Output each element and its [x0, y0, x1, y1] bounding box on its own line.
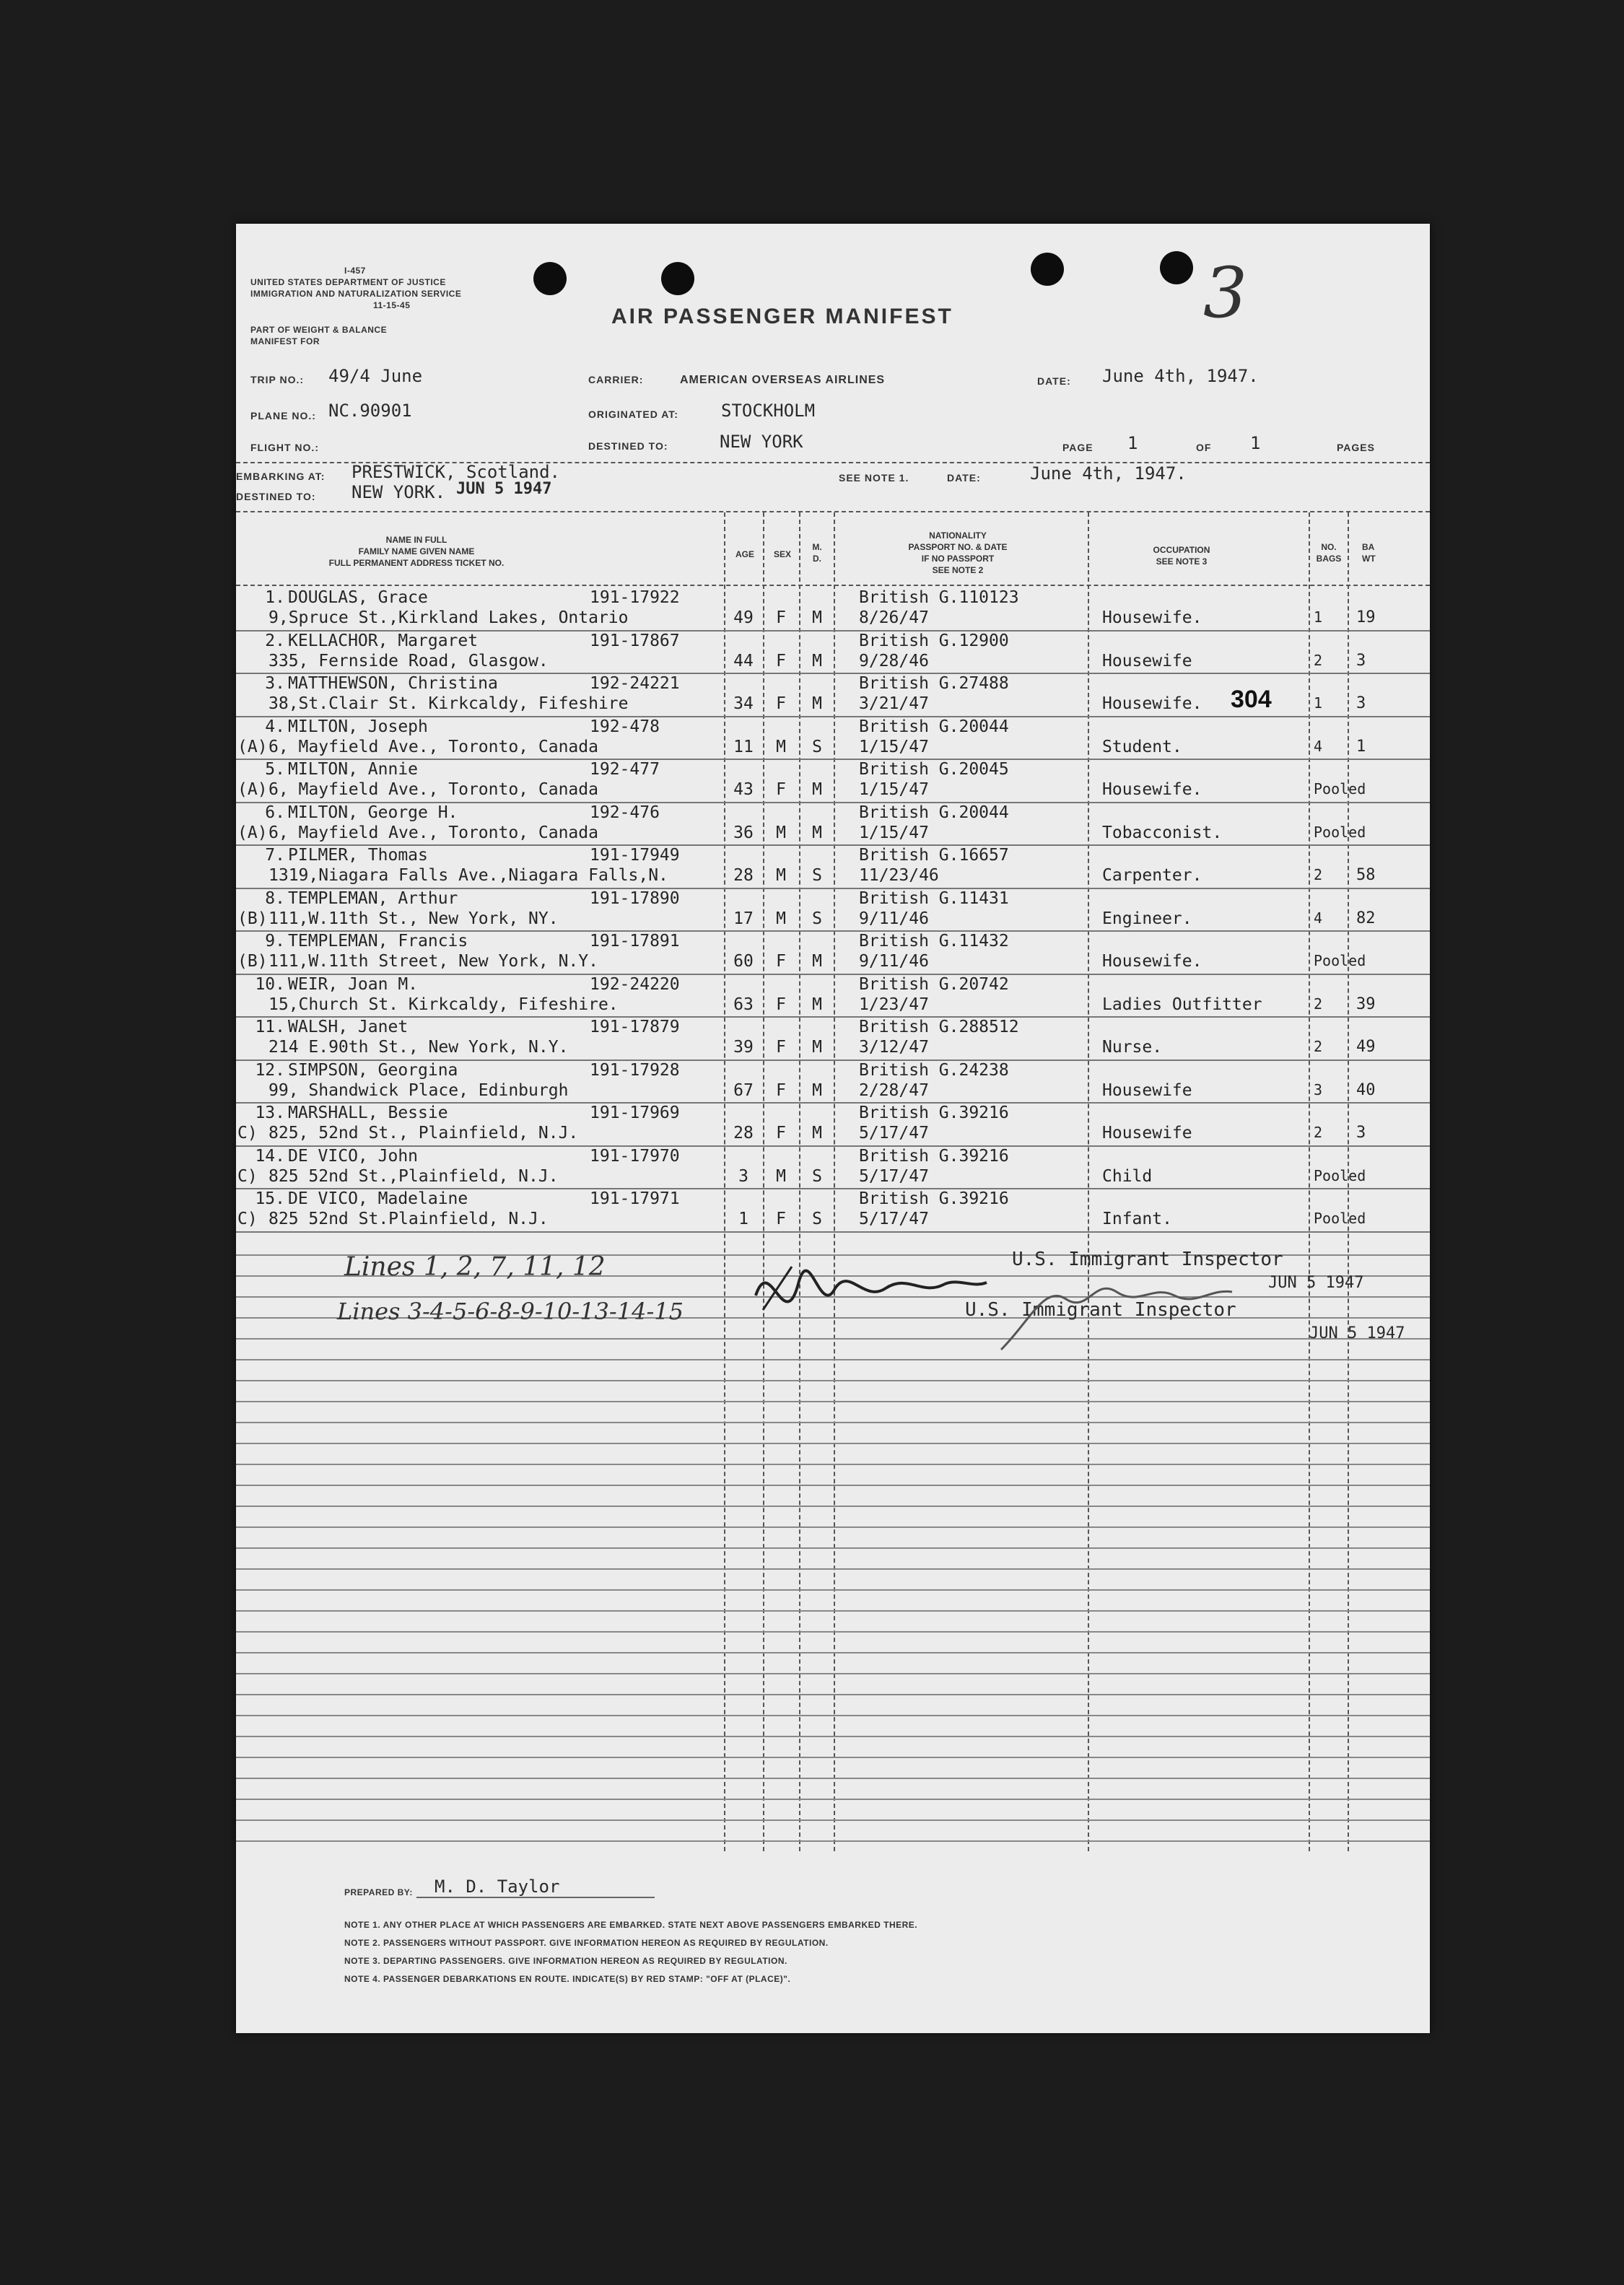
passenger-address: 9,Spruce St.,Kirkland Lakes, Ontario	[269, 608, 629, 627]
blank-row-line	[236, 1506, 1430, 1507]
passenger-sex: M	[776, 909, 786, 928]
col-bags-header: NO. BAGS	[1316, 542, 1342, 564]
passenger-name: PILMER, Thomas	[288, 846, 428, 865]
passport-date: 11/23/46	[859, 866, 939, 885]
inspector1-label: U.S. Immigrant Inspector	[1012, 1249, 1283, 1270]
passenger-address: 6, Mayfield Ave., Toronto, Canada	[269, 737, 598, 756]
punch-hole	[661, 262, 694, 295]
passport-number: British G.11432	[859, 932, 1009, 951]
row-prefix: (A)	[237, 780, 268, 799]
passport-number: British G.110123	[859, 588, 1019, 607]
punch-hole	[1031, 253, 1064, 286]
passenger-age: 34	[733, 694, 754, 713]
passport-date: 1/15/47	[859, 780, 929, 799]
weight-note: MANIFEST FOR	[250, 336, 320, 346]
occupation: Infant.	[1102, 1210, 1172, 1228]
ticket-number: 191-17969	[590, 1104, 680, 1122]
passenger-address: 825, 52nd St., Plainfield, N.J.	[269, 1124, 579, 1142]
passenger-sex: F	[776, 780, 786, 799]
occupation: Housewife	[1102, 1080, 1192, 1100]
passport-date: 9/28/46	[859, 651, 929, 670]
passport-date: 8/26/47	[859, 608, 929, 627]
blank-row-line	[236, 1443, 1430, 1444]
inspector1-date: JUN 5 1947	[1268, 1274, 1364, 1292]
bag-count: 1	[1314, 608, 1323, 626]
row-number: 15.	[255, 1189, 285, 1208]
occupation: Nurse.	[1102, 1038, 1163, 1057]
ticket-number: 191-17970	[590, 1146, 680, 1166]
occupation: Housewife	[1102, 651, 1192, 670]
marital-status: M	[812, 608, 822, 627]
note-1: NOTE 1. ANY OTHER PLACE AT WHICH PASSENGERS ARE EMBARKED. STATE NEXT ABOVE PASSENGERS EMBARKED THERE.	[344, 1920, 918, 1930]
pages-label: PAGES	[1337, 442, 1375, 453]
passenger-name: MILTON, Joseph	[288, 717, 428, 736]
passport-date: 1/15/47	[859, 823, 929, 842]
passenger-address: 825 52nd St.,Plainfield, N.J.	[269, 1166, 559, 1186]
marital-status: M	[812, 823, 822, 842]
form-dept: UNITED STATES DEPARTMENT OF JUSTICE	[250, 277, 446, 287]
passenger-age: 28	[733, 866, 754, 885]
passport-number: British G.39216	[859, 1104, 1009, 1122]
passport-number: British G.24238	[859, 1060, 1009, 1080]
inspector-signature-2	[987, 1256, 1290, 1364]
ticket-number: 191-17867	[590, 631, 680, 650]
bag-count: 4	[1314, 737, 1323, 755]
row-number: 6.	[265, 803, 285, 822]
embarking-label: EMBARKING AT:	[236, 471, 326, 482]
destined-to-value: NEW YORK.	[352, 482, 446, 502]
bag-weight: 58	[1356, 866, 1376, 884]
bag-weight: 3	[1356, 1124, 1366, 1142]
passenger-name: TEMPLEMAN, Francis	[288, 932, 468, 951]
ticket-number: 191-17890	[590, 888, 680, 908]
bag-weight: 82	[1356, 909, 1376, 927]
row-number: 3.	[265, 674, 285, 693]
passport-date: 3/21/47	[859, 694, 929, 713]
blank-row-line	[236, 1526, 1430, 1528]
row-number: 2.	[265, 631, 285, 650]
blank-row-line	[236, 1778, 1430, 1779]
bag-count: 2	[1314, 1124, 1323, 1141]
inspector2-label: U.S. Immigrant Inspector	[965, 1299, 1236, 1321]
trip-label: TRIP NO.:	[250, 374, 305, 385]
passenger-age: 39	[733, 1038, 754, 1057]
row-prefix: (A)	[237, 823, 268, 842]
occupation: Child	[1102, 1166, 1153, 1186]
bag-count: 2	[1314, 995, 1323, 1013]
blank-row-line	[236, 1380, 1430, 1381]
marital-status: M	[812, 1038, 822, 1057]
row-number: 1.	[265, 588, 285, 607]
passenger-sex: F	[776, 1038, 786, 1057]
occupation: Housewife	[1102, 1124, 1192, 1142]
marital-status: S	[812, 866, 822, 885]
form-service: IMMIGRATION AND NATURALIZATION SERVICE	[250, 289, 462, 299]
blank-row-line	[236, 1631, 1430, 1633]
blank-row-line	[236, 1464, 1430, 1465]
plane-value: NC.90901	[328, 401, 412, 421]
blank-row-line	[236, 1568, 1430, 1570]
carrier-label: CARRIER:	[588, 374, 644, 385]
passenger-name: TEMPLEMAN, Arthur	[288, 888, 458, 908]
bag-count: 4	[1314, 909, 1323, 927]
row-number: 8.	[265, 888, 285, 908]
blank-row-line	[236, 1652, 1430, 1653]
passenger-age: 67	[733, 1080, 754, 1100]
occupation: Engineer.	[1102, 909, 1192, 928]
blank-row-line	[236, 1757, 1430, 1758]
passenger-name: MILTON, George H.	[288, 803, 458, 822]
passenger-address: 6, Mayfield Ave., Toronto, Canada	[269, 780, 598, 799]
ticket-number: 192-477	[590, 760, 660, 779]
blank-row-line	[236, 1736, 1430, 1737]
bag-count: Pooled	[1314, 952, 1366, 969]
bag-count: Pooled	[1314, 780, 1366, 798]
row-number: 10.	[255, 974, 285, 994]
passenger-name: DOUGLAS, Grace	[288, 588, 428, 607]
prepared-label: PREPARED BY:	[344, 1887, 413, 1897]
ticket-number: 191-17949	[590, 846, 680, 865]
blank-row-line	[236, 1589, 1430, 1591]
marital-status: S	[812, 1210, 822, 1228]
marital-status: S	[812, 909, 822, 928]
bag-weight: 19	[1356, 608, 1376, 626]
plane-label: PLANE NO.:	[250, 410, 316, 421]
passenger-sex: F	[776, 952, 786, 971]
marital-status: M	[812, 1080, 822, 1100]
col-sex-header: SEX	[773, 549, 791, 559]
passenger-age: 63	[733, 995, 754, 1014]
bag-count: Pooled	[1314, 1166, 1366, 1184]
occupation: Tobacconist.	[1102, 823, 1223, 842]
ticket-number: 191-17971	[590, 1189, 680, 1208]
marital-status: S	[812, 737, 822, 756]
of-label: OF	[1196, 442, 1212, 453]
form-date: 11-15-45	[373, 300, 411, 310]
ticket-number: 192-478	[590, 717, 660, 736]
passport-number: British G.12900	[859, 631, 1009, 650]
col-md-header: M. D.	[812, 542, 822, 564]
embarking-value: PRESTWICK, Scotland.	[352, 462, 560, 482]
row-number: 4.	[265, 717, 285, 736]
row-number: 9.	[265, 932, 285, 951]
passport-number: British G.20045	[859, 760, 1009, 779]
passenger-sex: F	[776, 1080, 786, 1100]
originated-value: STOCKHOLM	[721, 401, 816, 421]
passenger-age: 60	[733, 952, 754, 971]
passenger-name: WALSH, Janet	[288, 1018, 409, 1036]
bag-weight: 3	[1356, 651, 1366, 670]
passenger-age: 43	[733, 780, 754, 799]
passport-number: British G.20044	[859, 803, 1009, 822]
marital-status: M	[812, 952, 822, 971]
passport-date: 5/17/47	[859, 1166, 929, 1186]
note-2: NOTE 2. PASSENGERS WITHOUT PASSPORT. GIVE INFORMATION HEREON AS REQUIRED BY REGULATION.	[344, 1938, 829, 1948]
passport-number: British G.16657	[859, 846, 1009, 865]
passenger-sex: F	[776, 694, 786, 713]
row-prefix: C)	[237, 1124, 258, 1142]
row-divider	[236, 1016, 1430, 1018]
passenger-name: MARSHALL, Bessie	[288, 1104, 448, 1122]
row-number: 5.	[265, 760, 285, 779]
col-name-header: NAME IN FULL FAMILY NAME GIVEN NAME FULL PERMANENT ADDRESS TICKET NO.	[328, 535, 505, 568]
date2-value: June 4th, 1947.	[1030, 463, 1187, 484]
occupation: Student.	[1102, 737, 1182, 756]
passenger-sex: M	[776, 823, 786, 842]
date-label: DATE:	[1037, 375, 1071, 387]
passenger-name: DE VICO, Madelaine	[288, 1189, 468, 1208]
passenger-name: SIMPSON, Georgina	[288, 1060, 458, 1080]
passenger-address: 1319,Niagara Falls Ave.,Niagara Falls,N.	[269, 866, 668, 885]
passport-date: 1/15/47	[859, 737, 929, 756]
passenger-sex: F	[776, 1210, 786, 1228]
row-divider	[236, 1231, 1430, 1233]
blank-row-line	[236, 1485, 1430, 1486]
passenger-age: 49	[733, 608, 754, 627]
passenger-name: MILTON, Annie	[288, 760, 419, 779]
col-age-header: AGE	[735, 549, 754, 559]
passport-number: British G.39216	[859, 1146, 1009, 1166]
passport-date: 9/11/46	[859, 952, 929, 971]
destined-value: NEW YORK	[720, 432, 803, 452]
marital-status: M	[812, 694, 822, 713]
bag-count: 2	[1314, 1038, 1323, 1055]
blank-row-line	[236, 1610, 1430, 1612]
passenger-address: 38,St.Clair St. Kirkcaldy, Fifeshire	[269, 694, 629, 713]
arrival-stamp: JUN 5 1947	[456, 480, 552, 498]
blank-row-line	[236, 1401, 1430, 1402]
of-value: 1	[1250, 433, 1261, 453]
passenger-sex: F	[776, 608, 786, 627]
bag-count: 3	[1314, 1080, 1323, 1098]
occupation: Ladies Outfitter	[1102, 995, 1262, 1014]
marital-status: S	[812, 1166, 822, 1186]
note-4: NOTE 4. PASSENGER DEBARKATIONS EN ROUTE. INDICATE(S) BY RED STAMP: "OFF AT (PLACE)".	[344, 1974, 791, 1984]
col-weight-header: BA WT	[1362, 542, 1376, 564]
bag-count: Pooled	[1314, 1210, 1366, 1227]
passenger-address: 99, Shandwick Place, Edinburgh	[269, 1080, 569, 1100]
marital-status: M	[812, 995, 822, 1014]
row-number: 14.	[255, 1146, 285, 1166]
passenger-address: 15,Church St. Kirkcaldy, Fifeshire.	[269, 995, 619, 1014]
punch-hole	[533, 262, 567, 295]
passport-number: British G.39216	[859, 1189, 1009, 1208]
ticket-number: 191-17928	[590, 1060, 680, 1080]
passenger-sex: F	[776, 651, 786, 670]
bag-weight: 3	[1356, 694, 1366, 712]
bag-count: 1	[1314, 694, 1323, 712]
row-number: 13.	[255, 1104, 285, 1122]
passenger-address: 825 52nd St.Plainfield, N.J.	[269, 1210, 549, 1228]
blank-row-line	[236, 1422, 1430, 1423]
row-prefix: (B)	[237, 909, 268, 928]
passenger-name: KELLACHOR, Margaret	[288, 631, 479, 650]
passenger-name: DE VICO, John	[288, 1146, 419, 1166]
note-3: NOTE 3. DEPARTING PASSENGERS. GIVE INFORMATION HEREON AS REQUIRED BY REGULATION.	[344, 1956, 787, 1966]
ticket-number: 191-17891	[590, 932, 680, 951]
see-note: SEE NOTE 1.	[839, 472, 909, 484]
blank-row-line	[236, 1715, 1430, 1716]
col-nationality-header: NATIONALITY PASSPORT NO. & DATE IF NO PASSPORT SEE NOTE 2	[908, 530, 1008, 575]
handwritten-lines-2: Lines 3-4-5-6-8-9-10-13-14-15	[337, 1298, 684, 1325]
occupation: Housewife.	[1102, 780, 1202, 799]
passenger-age: 3	[738, 1166, 748, 1186]
destined-label: DESTINED TO:	[588, 440, 668, 452]
passenger-sex: F	[776, 995, 786, 1014]
row-prefix: C)	[237, 1210, 258, 1228]
passport-number: British G.27488	[859, 674, 1009, 693]
row-prefix: (A)	[237, 737, 268, 756]
col-occupation-header: OCCUPATION SEE NOTE 3	[1153, 545, 1210, 567]
passport-date: 3/12/47	[859, 1038, 929, 1057]
punch-hole	[1160, 251, 1193, 284]
passenger-name: WEIR, Joan M.	[288, 974, 419, 994]
passenger-age: 36	[733, 823, 754, 842]
occupation: Carpenter.	[1102, 866, 1202, 885]
passenger-sex: F	[776, 1124, 786, 1142]
ticket-number: 192-24220	[590, 974, 680, 994]
blank-row-line	[236, 1547, 1430, 1549]
bag-weight: 40	[1356, 1080, 1376, 1099]
row-number: 7.	[265, 846, 285, 865]
bag-count: 2	[1314, 866, 1323, 883]
occupation: Housewife.	[1102, 694, 1202, 713]
passenger-age: 1	[738, 1210, 748, 1228]
blank-row-line	[236, 1673, 1430, 1674]
carrier-value: AMERICAN OVERSEAS AIRLINES	[680, 374, 886, 386]
ticket-number: 191-17922	[590, 588, 680, 607]
page-mark: 3	[1203, 253, 1248, 333]
ticket-number: 191-17879	[590, 1018, 680, 1036]
weight-note: PART OF WEIGHT & BALANCE	[250, 325, 388, 335]
blank-row-line	[236, 1799, 1430, 1800]
bag-weight: 1	[1356, 737, 1366, 756]
marital-status: M	[812, 1124, 822, 1142]
ticket-number: 192-476	[590, 803, 660, 822]
passport-date: 2/28/47	[859, 1080, 929, 1100]
prepared-value: M. D. Taylor	[435, 1877, 560, 1897]
trip-value: 49/4 June	[328, 366, 423, 386]
passport-date: 9/11/46	[859, 909, 929, 928]
occupation: Housewife.	[1102, 952, 1202, 971]
ticket-number: 192-24221	[590, 674, 680, 693]
row-prefix: C)	[237, 1166, 258, 1186]
passport-number: British G.288512	[859, 1018, 1019, 1036]
flight-label: FLIGHT NO.:	[250, 442, 319, 453]
passenger-sex: M	[776, 737, 786, 756]
form-number: I-457	[344, 266, 366, 276]
blank-row-line	[236, 1819, 1430, 1821]
marital-status: M	[812, 780, 822, 799]
handwritten-lines-1: Lines 1, 2, 7, 11, 12	[344, 1252, 606, 1282]
page-label: PAGE	[1062, 442, 1093, 453]
inspector2-date: JUN 5 1947	[1309, 1324, 1405, 1342]
passport-date: 5/17/47	[859, 1210, 929, 1228]
passenger-age: 28	[733, 1124, 754, 1142]
passport-date: 1/23/47	[859, 995, 929, 1014]
passenger-age: 44	[733, 651, 754, 670]
bag-count: Pooled	[1314, 823, 1366, 841]
bag-weight: 49	[1356, 1038, 1376, 1056]
page-title: AIR PASSENGER MANIFEST	[611, 305, 953, 328]
passenger-sex: M	[776, 866, 786, 885]
passenger-address: 214 E.90th St., New York, N.Y.	[269, 1038, 569, 1057]
bag-count: 2	[1314, 651, 1323, 669]
passenger-address: 6, Mayfield Ave., Toronto, Canada	[269, 823, 598, 842]
passenger-address: 111,W.11th St., New York, NY.	[269, 909, 559, 928]
bag-weight: 39	[1356, 995, 1376, 1013]
passenger-address: 335, Fernside Road, Glasgow.	[269, 651, 549, 670]
passenger-age: 11	[733, 737, 754, 756]
manifest-sheet	[236, 224, 1430, 2033]
row-prefix: (B)	[237, 952, 268, 971]
passenger-age: 17	[733, 909, 754, 928]
row-number: 12.	[255, 1060, 285, 1080]
date-value: June 4th, 1947.	[1102, 366, 1259, 386]
page-value: 1	[1127, 433, 1138, 453]
passenger-address: 111,W.11th Street, New York, N.Y.	[269, 952, 598, 971]
passport-number: British G.20742	[859, 974, 1009, 994]
occupation: Housewife.	[1102, 608, 1202, 627]
destined-to-label: DESTINED TO:	[236, 491, 316, 502]
passport-date: 5/17/47	[859, 1124, 929, 1142]
stamp-304: 304	[1231, 686, 1272, 713]
passenger-name: MATTHEWSON, Christina	[288, 674, 498, 693]
date2-label: DATE:	[947, 472, 981, 484]
passenger-sex: M	[776, 1166, 786, 1186]
blank-row-line	[236, 1694, 1430, 1695]
passport-number: British G.20044	[859, 717, 1009, 736]
originated-label: ORIGINATED AT:	[588, 408, 678, 420]
marital-status: M	[812, 651, 822, 670]
passport-number: British G.11431	[859, 888, 1009, 908]
row-number: 11.	[255, 1018, 285, 1036]
blank-row-line	[236, 1840, 1430, 1842]
